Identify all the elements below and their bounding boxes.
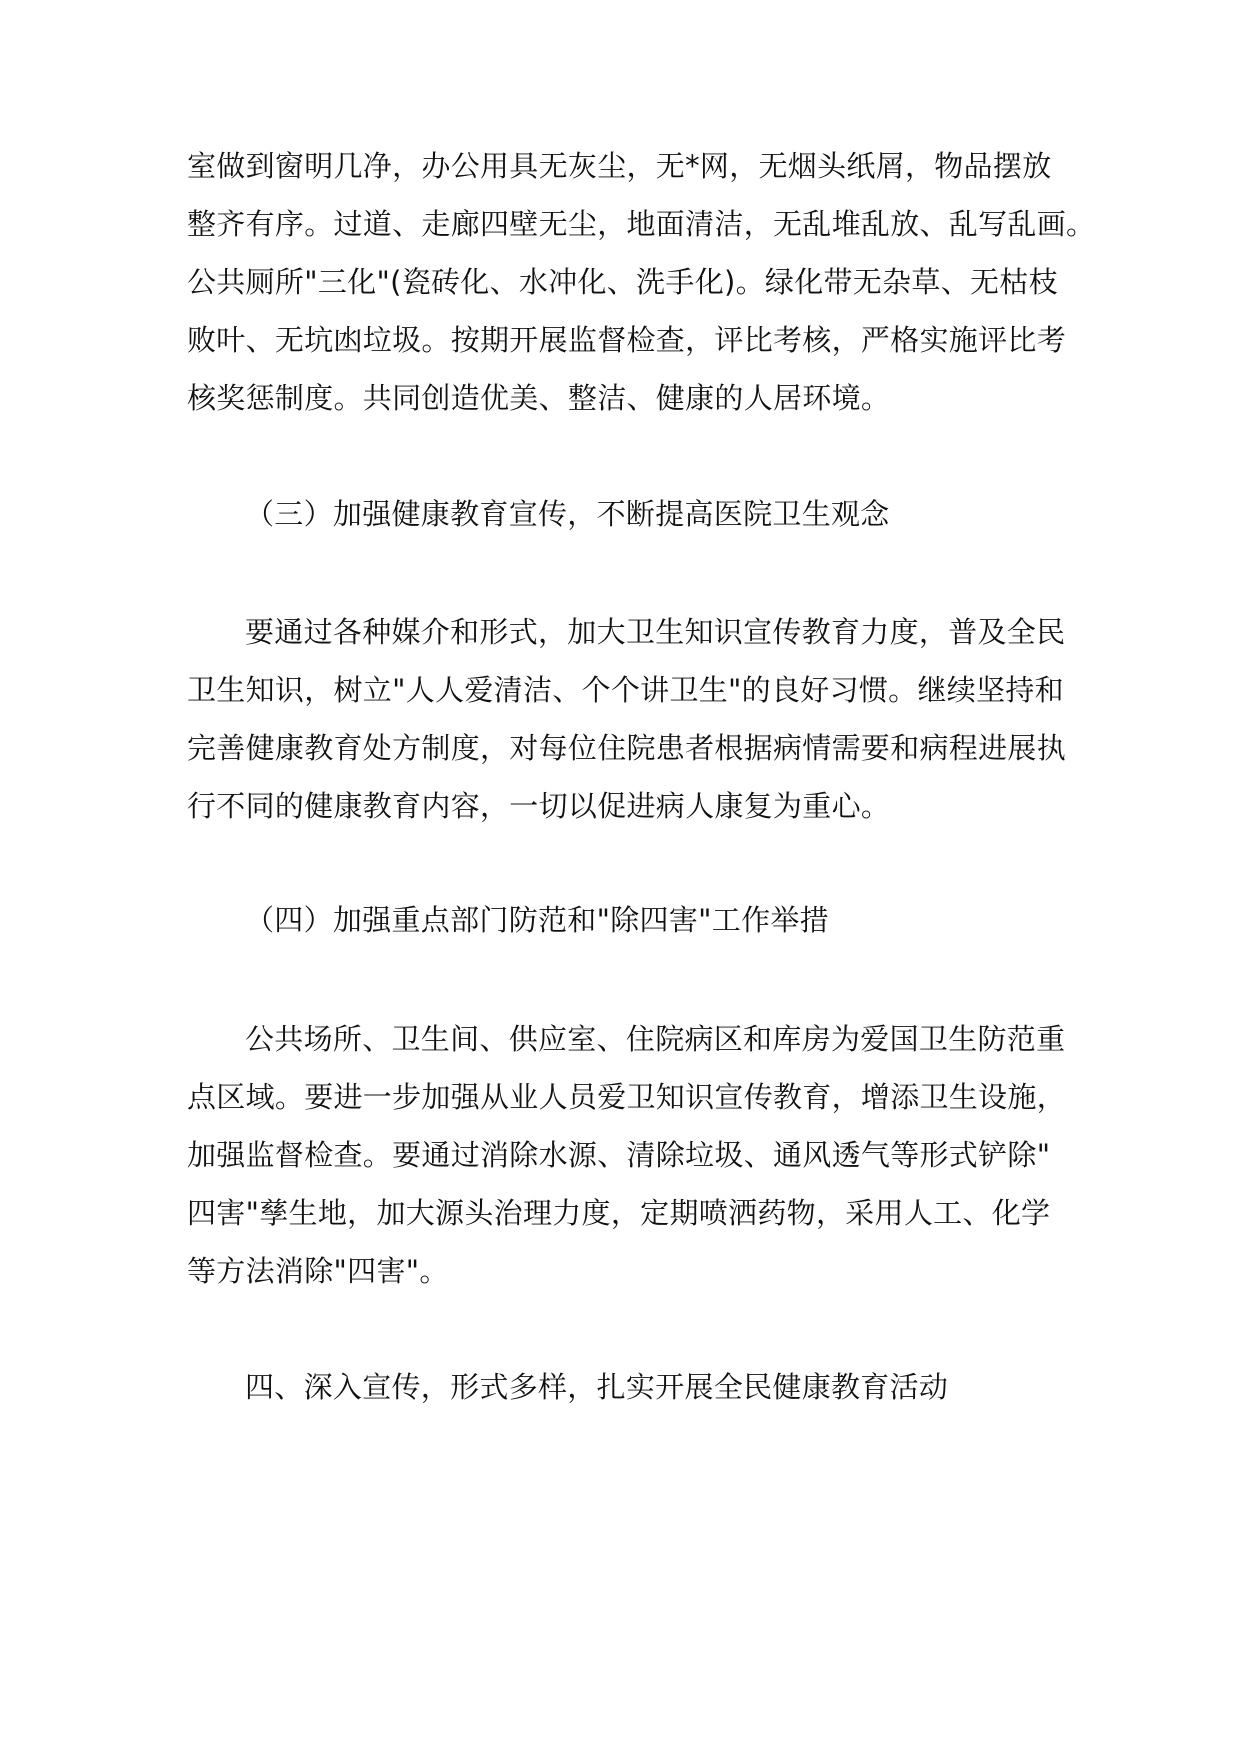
subsection-heading: （四）加强重点部门防范和"除四害"工作举措 xyxy=(245,903,829,937)
paragraph-line: 点区域。要进一步加强从业人员爱卫知识宣传教育，增添卫生设施， xyxy=(187,1080,1067,1114)
paragraph-line: 要通过各种媒介和形式，加大卫生知识宣传教育力度，普及全民 xyxy=(245,615,1066,649)
paragraph-line: 四害"孳生地，加大源头治理力度，定期喷洒药物，采用人工、化学 xyxy=(187,1196,1051,1230)
subsection-heading: （三）加强健康教育宣传，不断提高医院卫生观念 xyxy=(245,497,890,531)
paragraph-line: 完善健康教育处方制度，对每位住院患者根据病情需要和病程进展执 xyxy=(187,731,1067,765)
paragraph-line: 整齐有序。过道、走廊四壁无尘，地面清洁，无乱堆乱放、乱写乱画。 xyxy=(187,207,1096,241)
paragraph-line: 公共厕所"三化"(瓷砖化、水冲化、洗手化)。绿化带无杂草、无枯枝 xyxy=(187,265,1058,299)
paragraph-line: 加强监督检查。要通过消除水源、清除垃圾、通风透气等形式铲除" xyxy=(187,1138,1051,1172)
paragraph-line: 行不同的健康教育内容，一切以促进病人康复为重心。 xyxy=(187,789,891,823)
paragraph-line: 等方法消除"四害"。 xyxy=(187,1254,449,1288)
paragraph-line: 卫生知识，树立"人人爱清洁、个个讲卫生"的良好习惯。继续坚持和 xyxy=(187,673,1064,707)
paragraph-line: 败叶、无坑凼垃圾。按期开展监督检查，评比考核，严格实施评比考 xyxy=(187,323,1067,357)
section-heading: 四、深入宣传，形式多样，扎实开展全民健康教育活动 xyxy=(245,1370,949,1404)
paragraph-line: 室做到窗明几净，办公用具无灰尘，无*网，无烟头纸屑，物品摆放 xyxy=(187,149,1052,183)
paragraph-line: 公共场所、卫生间、供应室、住院病区和库房为爱国卫生防范重 xyxy=(245,1022,1066,1056)
paragraph-line: 核奖惩制度。共同创造优美、整洁、健康的人居环境。 xyxy=(187,381,891,415)
